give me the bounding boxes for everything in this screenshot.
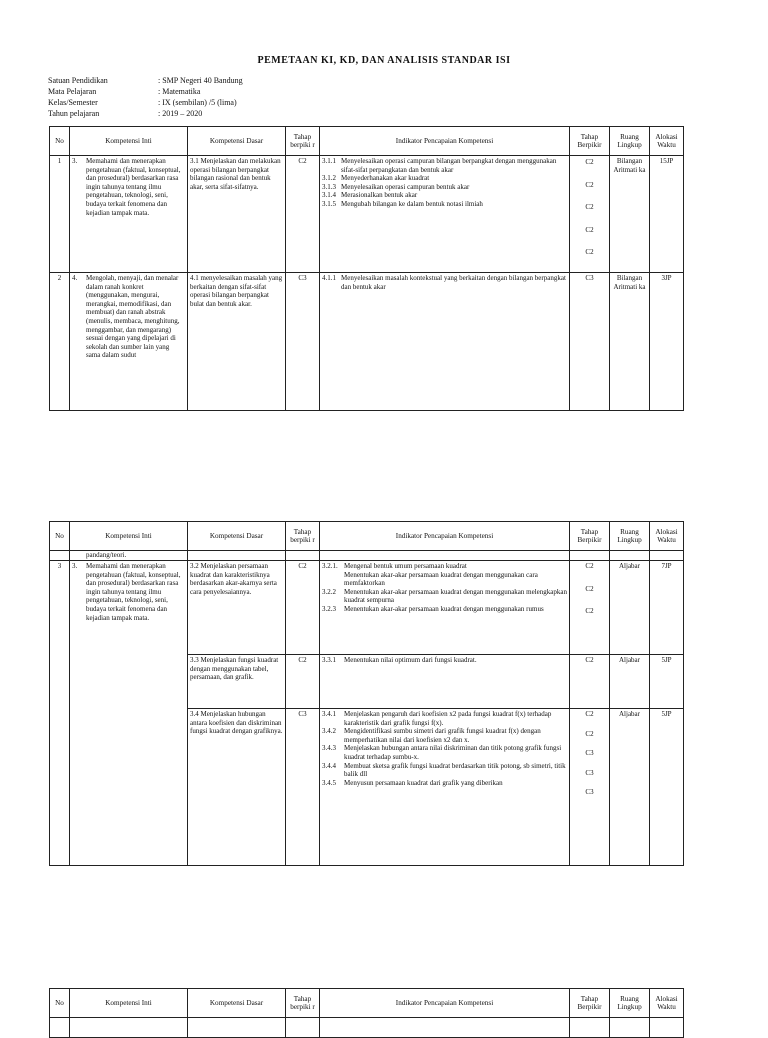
ipk-item: 3.4.3 Menjelaskan hubungan antara nilai diskriminan dan titik potong grafik fungsi kuadrat terhadap sumbu-x. bbox=[322, 744, 562, 761]
header-tahap-berpikir: Tahap Berpikir bbox=[570, 522, 610, 551]
tahap-berpikir-cell: C2 C2 C2 bbox=[570, 561, 610, 655]
header-ipk: Indikator Pencapaian Kompetensi bbox=[320, 989, 570, 1018]
header-ruang-lingkup: Ruang Lingkup bbox=[610, 989, 650, 1018]
ipk-item: 3.1.4 Merasionalkan bentuk akar bbox=[322, 191, 418, 200]
meta-value: : SMP Negeri 40 Bandung bbox=[158, 76, 243, 85]
ipk-item: Menentukan akar-akar persamaan kuadrat dengan menggunakan cara memfaktorkan bbox=[344, 570, 538, 588]
ipk-cell bbox=[320, 272, 570, 410]
meta-value: : IX (sembilan) /5 (lima) bbox=[158, 98, 237, 107]
meta-row bbox=[48, 75, 243, 86]
ipk-item: 3.1.5 Mengubah bilangan ke dalam bentuk notasi ilmiah bbox=[322, 199, 483, 208]
ki-cell bbox=[70, 156, 188, 273]
ipk-cell bbox=[320, 561, 570, 655]
ki-text: Memahami dan menerapkan pengetahuan (faktual, konseptual, dan prosedural) berdasarkan rasa ingin tahunya tentang ilmu pengetahuan, teknologi, seni, budaya terkait fenomena dan kejadian tampak mata. bbox=[86, 562, 181, 622]
ki-cell: 4. Mengolah, menyaji, dan menalar dalam ranah konkret (menggunakan, mengurai, merangkai, memodifikasi, dan membuat) dan ranah abstrak (menulis, membaca, menghitung, menggambar, dan mengarang) sesuai dengan yang dipelajari di sekolah dan sumber lain yang sama dalam sudut bbox=[70, 272, 188, 410]
header-tahap-berpikir: Tahap Berpikir bbox=[570, 127, 610, 156]
ruang-lingkup-cell: Aljabar bbox=[610, 561, 650, 655]
mapping-table-3 bbox=[49, 988, 684, 1038]
mapping-table-1 bbox=[49, 126, 684, 411]
tahap-cell: C3 bbox=[286, 709, 320, 866]
ki-cell: 3. Memahami dan menerapkan pengetahuan (faktual, konseptual, dan prosedural) berdasarkan rasa ingin tahunya tentang ilmu pengetahuan, teknologi, seni, budaya terkait fenomena dan kejadian tampak mata. bbox=[70, 561, 188, 866]
header-no: No bbox=[50, 127, 70, 156]
row-number: 3 bbox=[50, 561, 70, 866]
header-no: No bbox=[50, 522, 70, 551]
ipk-item: 3.2.1. Mengenal bentuk umum persamaan kuadrat bbox=[322, 562, 467, 570]
ipk-item: 3.4.4 Membuat sketsa grafik fungsi kuadrat berdasarkan titik potong, sb simetri, titik balik dll bbox=[322, 761, 566, 779]
ruang-lingkup-cell: Bilangan Aritmati ka bbox=[610, 156, 650, 273]
continuation-text: pandang/teori. bbox=[70, 551, 188, 561]
tahap-berpikir-cell: C3 bbox=[570, 272, 610, 410]
header-alokasi: Alokasi Waktu bbox=[650, 989, 684, 1018]
tahap-cell: C2 bbox=[286, 156, 320, 273]
ipk-item: 3.1.1 Menyelesaikan operasi campuran bilangan berpangkat dengan menggunakan sifat-sifat perpangkatan dan bentuk akar bbox=[322, 157, 557, 174]
ruang-lingkup-cell: Aljabar bbox=[610, 655, 650, 709]
ki-text: Mengolah, menyaji, dan menalar dalam ranah konkret (menggunakan, mengurai, merangkai, memodifikasi, dan membuat) dan ranah abstrak (menulis, membaca, menghitung, menggambar, dan mengarang) sesuai dengan yang dipelajari di sekolah dan sumber lain yang sama dalam sudut bbox=[86, 273, 180, 360]
ipk-item: 3.2.3 Menentukan akar-akar persamaan kuadrat dengan menggunakan rumus bbox=[322, 604, 544, 613]
header-tahap-berpikir: Tahap Berpikir bbox=[570, 989, 610, 1018]
header-alokasi: Alokasi Waktu bbox=[650, 522, 684, 551]
ipk-item: 3.4.5 Menyusun persamaan kuadrat dari grafik yang diberikan bbox=[322, 778, 503, 787]
alokasi-cell: 7JP bbox=[650, 561, 684, 655]
kd-cell: 3.2 Menjelaskan persamaan kuadrat dan karakteristiknya berdasarkan akar-akarnya serta cara penyelesaiannya. bbox=[188, 561, 286, 655]
identity-block bbox=[48, 75, 243, 119]
tahap-cell: C2 bbox=[286, 561, 320, 655]
tahap-cell: C3 bbox=[286, 272, 320, 410]
header-kd: Kompetensi Dasar bbox=[188, 127, 286, 156]
header-ki: Kompetensi Inti bbox=[70, 522, 188, 551]
document-title: PEMETAAN KI, KD, DAN ANALISIS STANDAR ISI bbox=[257, 55, 511, 66]
ki-number: 3. bbox=[72, 157, 78, 165]
table-row bbox=[50, 561, 684, 655]
mapping-table-2 bbox=[49, 521, 684, 866]
tahap-berpikir-cell: C2 C2 C2 C2 C2 bbox=[570, 156, 610, 273]
ipk-cell bbox=[320, 156, 570, 273]
meta-row bbox=[48, 86, 243, 97]
ipk-item: 4.1.1 Menyelesaikan masalah kontekstual yang berkaitan dengan bilangan berpangkat dan bentuk akar bbox=[322, 273, 566, 291]
ipk-item: 3.3.1 Menentukan nilai optimum dari fungsi kuadrat. bbox=[322, 656, 477, 664]
ipk-cell bbox=[320, 709, 570, 866]
alokasi-cell: 5JP bbox=[650, 709, 684, 866]
meta-label: Mata Pelajaran bbox=[48, 87, 97, 96]
alokasi-cell: 3JP bbox=[650, 272, 684, 410]
header-tahap: Tahap berpiki r bbox=[286, 522, 320, 551]
header-ipk: Indikator Pencapaian Kompetensi bbox=[320, 127, 570, 156]
alokasi-cell: 5JP bbox=[650, 655, 684, 709]
ipk-item: 3.2.2 Menentukan akar-akar persamaan kuadrat dengan menggunakan melengkapkan kuadrat sempurna bbox=[322, 587, 567, 605]
table-row bbox=[50, 1018, 684, 1038]
ipk-item: 3.1.2 Menyederhanakan akar kuadrat bbox=[322, 174, 430, 183]
ruang-lingkup-cell: Bilangan Aritmati ka bbox=[610, 272, 650, 410]
header-kd: Kompetensi Dasar bbox=[188, 989, 286, 1018]
header-no: No bbox=[50, 989, 70, 1018]
meta-row bbox=[48, 108, 243, 119]
continuation-row bbox=[50, 551, 684, 561]
ipk-item: 3.4.2 Mengidentifikasi sumbu simetri dari grafik fungsi kuadrat f(x) dengan memperhatikan nilai dari koefisien x2 dan x. bbox=[322, 727, 541, 744]
header-tahap: Tahap berpiki r bbox=[286, 127, 320, 156]
table-header-row bbox=[50, 127, 684, 156]
meta-value: : Matematika bbox=[158, 87, 201, 96]
header-ruang-lingkup: Ruang Lingkup bbox=[610, 127, 650, 156]
tahap-cell: C2 bbox=[286, 655, 320, 709]
meta-label: Tahun pelajaran bbox=[48, 109, 100, 118]
ruang-lingkup-cell: Aljabar bbox=[610, 709, 650, 866]
table-row bbox=[50, 156, 684, 273]
meta-label: Satuan Pendidikan bbox=[48, 76, 108, 85]
ipk-cell bbox=[320, 655, 570, 709]
table-header-row bbox=[50, 989, 684, 1018]
header-kd: Kompetensi Dasar bbox=[188, 522, 286, 551]
header-tahap: Tahap berpiki r bbox=[286, 989, 320, 1018]
table-row bbox=[50, 272, 684, 410]
ipk-item: 3.4.1 Menjelaskan pengaruh dari koefisien x2 pada fungsi kuadrat f(x) terhadap karakteristik dari grafik fungsi f(x). bbox=[322, 710, 552, 727]
kd-cell: 4.1 menyelesaikan masalah yang berkaitan dengan sifat-sifat operasi bilangan berpangkat bulat dan bentuk akar. bbox=[188, 272, 286, 410]
meta-row bbox=[48, 97, 243, 108]
tahap-berpikir-cell: C2 C2 C3 C3 C3 bbox=[570, 709, 610, 866]
header-ipk: Indikator Pencapaian Kompetensi bbox=[320, 522, 570, 551]
tahap-berpikir-cell: C2 bbox=[570, 655, 610, 709]
kd-cell: 3.4 Menjelaskan hubungan antara koefisien dan diskriminan fungsi kuadrat dengan grafiknya. bbox=[188, 709, 286, 866]
row-number: 2 bbox=[50, 272, 70, 410]
meta-label: Kelas/Semester bbox=[48, 98, 98, 107]
kd-cell: 3.1 Menjelaskan dan melakukan operasi bilangan berpangkat bilangan rasional dan bentuk akar, serta sifat-sifatnya. bbox=[188, 156, 286, 273]
header-ki: Kompetensi Inti bbox=[70, 127, 188, 156]
ipk-item: 3.1.3 Menyelesaikan operasi campuran bentuk akar bbox=[322, 182, 470, 191]
meta-value: : 2019 – 2020 bbox=[158, 109, 203, 118]
header-ki: Kompetensi Inti bbox=[70, 989, 188, 1018]
row-number: 1 bbox=[50, 156, 70, 273]
header-ruang-lingkup: Ruang Lingkup bbox=[610, 522, 650, 551]
kd-cell: 3.3 Menjelaskan fungsi kuadrat dengan menggunakan tabel, persamaan, dan grafik. bbox=[188, 655, 286, 709]
alokasi-cell: 15JP bbox=[650, 156, 684, 273]
ki-text: Memahami dan menerapkan pengetahuan (faktual, konseptual, dan prosedural) berdasarkan rasa ingin tahunya tentang ilmu pengetahuan, teknologi, seni, budaya terkait fenomena dan kejadian tampak mata. bbox=[86, 157, 181, 217]
table-header-row bbox=[50, 522, 684, 551]
header-alokasi: Alokasi Waktu bbox=[650, 127, 684, 156]
